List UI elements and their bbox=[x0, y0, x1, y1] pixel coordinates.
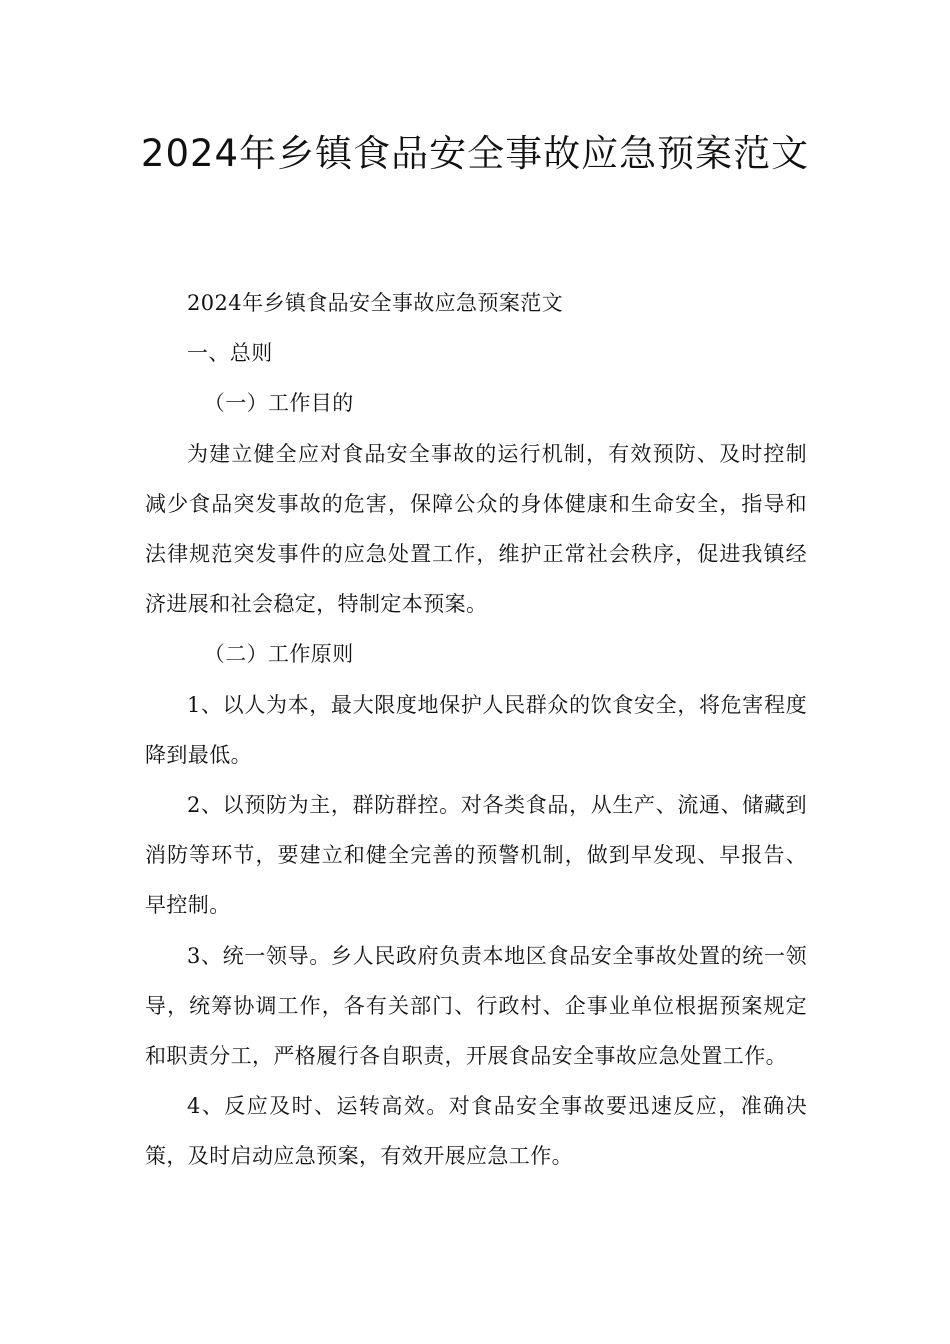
document-title: 2024年乡镇食品安全事故应急预案范文 bbox=[140, 132, 810, 175]
document-body bbox=[145, 278, 807, 1182]
subheading-principles: （二）工作原则 bbox=[203, 642, 354, 667]
paragraph-principle-1: 1、以人为本，最大限度地保护人民群众的饮食安全，将危害程度降到最低。 bbox=[145, 692, 807, 767]
paragraph-principle-4: 4、反应及时、运转高效。对食品安全事故要迅速反应，准确决策，及时启动应急预案，有效开展应急工作。 bbox=[145, 1094, 807, 1169]
paragraph-repeat-title: 2024年乡镇食品安全事故应急预案范文 bbox=[187, 291, 564, 315]
paragraph-principle-2: 2、以预防为主，群防群控。对各类食品，从生产、流通、储藏到消防等环节，要建立和健全完善的预警机制，做到早发现、早报告、早控制。 bbox=[145, 793, 807, 918]
paragraph-principle-3: 3、统一领导。乡人民政府负责本地区食品安全事故处置的统一领导，统筹协调工作，各有关部门、行政村、企事业单位根据预案规定和职责分工，严格履行各自职责，开展食品安全事故应急处置工作。 bbox=[145, 943, 807, 1069]
subheading-purpose: （一）工作目的 bbox=[203, 391, 354, 416]
paragraph-purpose: 为建立健全应对食品安全事故的运行机制，有效预防、及时控制减少食品突发事故的危害，保障公众的身体健康和生命安全，指导和法律规范突发事件的应急处置工作，维护正常社会秩序，促进我镇经济进展和社会稳定，特制定本预案。 bbox=[145, 441, 807, 617]
section-heading-general: 一、总则 bbox=[187, 341, 273, 366]
